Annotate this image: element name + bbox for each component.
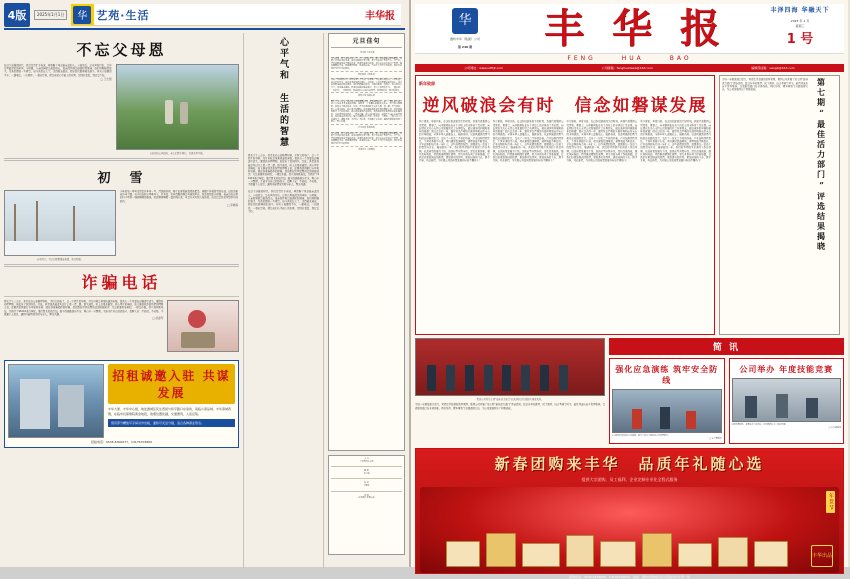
news-card-2-byline: □ 人力资源部 <box>828 427 841 430</box>
article-2-photo-caption: 初冬时节，雪后的原野银装素裹，格外静谧。 <box>37 258 83 261</box>
lead-article <box>415 75 715 335</box>
bottom-ad-subtitle: 提供大宗团购、员工福利、企业定制专业化全程式服务 <box>581 476 678 482</box>
left-page-body <box>4 33 405 568</box>
lead-col-3: 岁序更新，华章日新。在这辞旧迎新的美好时刻，我谨代表集团公司党委、董事会，向辛勤耕耘在各个岗位上的全体员工及家属，向长期以来关心支持公司发展的社会各界朋友，致以诚挚的问候和新年的祝福！回首过去的一年，面对复杂严峻的外部环境和前所未有的市场挑战，全体丰华人迎难而上、砥砺奋进，以逆风破浪的勇气和信念如磐的定力，交出了一份来之不易的答卷。产业结构持续优化，主营业务稳中有进，项目建设提速增效，管理效能不断提升，企业品牌影响力进一步扩大。这些成绩的取得，凝聚着每一位员工的智慧与汗水。展望新的一年，我们将坚持稳中求进的工作总基调，以高质量发展为主线，加快转型升级步伐，深化改革创新，强化风险防控，持续推进精细化管理，努力开创各项工作新局面。让我们以更加饱满的热情、更加务实的作风、更加昂扬的斗志，携手并肩，共赴新程，为实现公司高质量发展目标而不懈奋斗！ <box>566 120 638 163</box>
news-card-1-title: 强化应急演练 筑牢安全防线 <box>615 365 719 386</box>
quotes-box-title: 元旦佳句 <box>331 36 402 48</box>
lead-columns <box>419 120 711 162</box>
article-1-title: 不忘父母恩 <box>76 41 167 59</box>
gift-box-5 <box>600 541 636 567</box>
ad-building-photo <box>8 364 104 438</box>
contact-editor-email[interactable]: 编辑部信箱：swsgb@163.com <box>751 66 795 71</box>
article-3-title: 诈骗电话 <box>81 273 162 292</box>
page-number-badge: 4版 <box>4 3 30 27</box>
photo-story-text: 为进一步激发部门活力，营造比学赶超的浓厚氛围，集团公司开展了第七期“最佳活力部门”评选活动。经过各单位推荐、民主测评、综合考核等环节，最终评选出若干优秀集体。受表彰的部门在业务创新、团队协作、降本增效等方面表现突出，为公司发展作出了积极贡献。 <box>415 403 605 410</box>
article-3-photo-caption <box>167 353 239 356</box>
sidebar-feature <box>719 75 840 335</box>
pinyin-1: FENG <box>567 55 596 63</box>
gift-box-9 <box>754 541 788 567</box>
colophon-proof-label: 校 对 <box>364 482 369 485</box>
right-page <box>411 0 848 579</box>
article-3-body: 那天下午三点多，我正在办公室整理材料，手机突然响了，是一个陌生的号码。对方自称是某某快递的客服，说我有一个包裹在运输途中丢失，要给我办理理赔。他报出了我的姓名、住址，甚至连我最近买过什么都一清二楚，语气诚恳，听上去毫无破绽。我心里正犯嘀咕，他又催促我添加所谓的理赔专员，还要我提供银行卡号和验证码。就在我准备操作的时候，忽然想起社区民警讲过的防骗知识：凡是索要验证码的，一律是诈骗。我立刻挂断电话，并拨打了96110进行举报。事后想来仍然后怕，骗子的套路层出不穷，唯有多一分警惕，才能守住自己的钱袋子。提醒大家：不轻信、不转账、不泄露个人信息，遇到可疑情况及时与家人、警方沟通。 <box>4 300 164 316</box>
article-3-photo <box>167 300 239 352</box>
photo-story-image <box>415 338 605 396</box>
gift-box-2 <box>486 533 516 567</box>
divider-3 <box>4 296 239 297</box>
masthead-issue-label: 第 248 期 <box>457 44 473 49</box>
masthead-company: 潍坊丰华（集团）公司 <box>449 36 480 41</box>
paper-title: 丰 华 报 <box>544 4 727 52</box>
masthead-slogan: 丰泽四海 华融天下 <box>770 7 830 14</box>
article-2-byline: □ 李晓梅 <box>226 203 238 207</box>
masthead-issue-number: 1 号 <box>786 32 814 48</box>
article-2-title: 初 雪 <box>97 171 146 186</box>
essay-body-2: 在这个浮躁的时代，我们常常忙于奔波，却忽略了身边最亲近的人。父母的爱，是无声的付出，是岁月里最深沉的牵挂。小时候，父亲的肩膀是最高的山，母亲的怀抱是最温暖的港湾。他们用粗糙的双手，为我们撑起一片晴空。如今我们长大了，走得越来越远，回家的次数却越来越少。其实父母要的不多，一通电话，一次陪伴，一桌家常菜，便是他们心中最大的欢喜。常回家看看，别让爱等待。 <box>248 190 319 213</box>
quote-item-3: 春回大地 福满人间 <box>331 92 402 101</box>
colophon-editor-label: 编 辑 <box>364 470 369 473</box>
masthead-logo-icon: 华 <box>452 8 478 34</box>
article-1-body: 在这个浮躁的时代，我们常常忙于奔波，却忽略了身边最亲近的人。父母的爱，是无声的付出，是岁月里最深沉的牵挂。小时候，父亲的肩膀是最高的山，母亲的怀抱是最温暖的港湾。他们用粗糙的双手，为我们撑起一片晴空。如今我们长大了，走得越来越远，回家的次数却越来越少。其实父母要的不多，一通电话，一次陪伴，一桌家常菜，便是他们心中最大的欢喜。常回家看看，别让爱等待。 <box>4 64 112 77</box>
masthead-date: 2025 年 1 月 <box>790 19 810 24</box>
section-banner <box>71 4 401 26</box>
gift-box-8 <box>718 537 748 567</box>
left-column-essay <box>244 33 324 568</box>
section-title: 艺苑·生活 <box>96 8 150 22</box>
quotes-filler-2: 在这个浮躁的时代，我们常常忙于奔波，却忽略了身边最亲近的人。父母的爱，是无声的付出，是岁月里最深沉的牵挂。小时候，父亲的肩膀是最高的山，母亲的怀抱是最温暖的港湾。他们用粗糙的双手，为我们撑起一片晴空。如今我们长大了，走得越来越远，回家的次数却越来越少。其实父母要的不多，一通电话，一次陪伴，一桌家常菜，便是他们心中最大的欢喜。常回家看看，别让爱等待。 <box>331 79 402 92</box>
photo-story <box>415 338 605 443</box>
masthead-contact-bar <box>415 64 844 72</box>
gift-box-6 <box>642 533 672 567</box>
news-card-1-byline: □ 安全管理部 <box>708 438 722 441</box>
briefs-header: 简 讯 <box>609 338 844 355</box>
news-card-1-caption: 公司组织开展消防应急演练，提升全员安全意识和应急处置能力。 <box>612 435 671 438</box>
article-1-photo <box>116 64 239 150</box>
masthead-pinyin <box>415 54 844 64</box>
divider-1 <box>4 158 239 161</box>
article-3-byline: □ 赵建军 <box>152 317 164 321</box>
masthead-right <box>760 6 840 51</box>
quote-item-5: 风雨同舟 共创辉煌 <box>331 146 402 154</box>
quote-item-4: 岁月如歌 前程似锦 <box>331 124 402 133</box>
ad-phone: 招租电话：0536-8300977、13176703860 <box>90 440 153 444</box>
news-card-2-photo <box>732 378 842 422</box>
lead-col-4: 岁序更新，华章日新。在这辞旧迎新的美好时刻，我谨代表集团公司党委、董事会，向辛勤耕耘在各个岗位上的全体员工及家属，向长期以来关心支持公司发展的社会各界朋友，致以诚挚的问候和新年的祝福！回首过去的一年，面对复杂严峻的外部环境和前所未有的市场挑战，全体丰华人迎难而上、砥砺奋进，以逆风破浪的勇气和信念如磐的定力，交出了一份来之不易的答卷。产业结构持续优化，主营业务稳中有进，项目建设提速增效，管理效能不断提升，企业品牌影响力进一步扩大。这些成绩的取得，凝聚着每一位员工的智慧与汗水。展望新的一年，我们将坚持稳中求进的工作总基调，以高质量发展为主线，加快转型升级步伐，深化改革创新，强化风险防控，持续推进精细化管理，努力开创各项工作新局面。让我们以更加饱满的热情、更加务实的作风、更加昂扬的斗志，携手并肩，共赴新程，为实现公司高质量发展目标而不懈奋斗！ <box>640 120 711 163</box>
bottom-ad-stage <box>420 487 839 573</box>
quotes-box <box>328 33 405 451</box>
news-card-1[interactable] <box>609 358 725 443</box>
ad-text: 丰华大厦、丰华中心楼，地处潍城区民生西街与和平路口东南角，南临小商品城、丰华商城西侧，东临市妇保健院黄金地段，地理位置优越，交通便利，人流密集。 <box>108 407 232 416</box>
masthead-left <box>419 8 511 50</box>
vertical-banner: 年货节 <box>828 492 834 511</box>
colophon-main-value: 丰华集团办公室 <box>359 460 374 463</box>
colophon-print-value: 内部资料 免费交流 <box>358 497 375 500</box>
article-1-byline: □ 王志国 <box>100 77 112 81</box>
left-page-header <box>4 4 405 30</box>
divider-2 <box>4 264 239 267</box>
bottom-advertisement[interactable] <box>415 448 844 579</box>
news-card-2-caption: 技能竞赛现场，参赛选手全神贯注，展示精湛技艺与良好风貌。 <box>731 424 788 427</box>
colophon-editor-value: 刘志强 <box>363 472 370 475</box>
lead-headline: 逆风破浪会有时 信念如磐谋发展 <box>422 96 708 117</box>
ad-strip: 现有部分精装写字间对外出租，面积可灵活分割，适合各种商业形态。 <box>108 419 235 427</box>
brand-seal: 丰华出品 <box>811 545 833 567</box>
pinyin-2: HUA <box>621 55 644 63</box>
news-cards <box>609 338 844 443</box>
left-column-main <box>4 33 244 568</box>
company-logo-icon: 华 <box>73 6 91 24</box>
quotes-filler-3: 那天下午三点多，我正在办公室整理材料，手机突然响了，是一个陌生的号码。对方自称是某某快递的客服，说我有一个包裹在运输途中丢失，要给我办理理赔。他报出了我的姓名、住址，甚至连我最近买过什么都一清二楚，语气诚恳，听上去毫无破绽。我心里正犯嘀咕，他又催促我添加所谓的理赔专员，还要我提供银行卡号和验证码。就在我准备操作的时候，忽然想起社区民警讲过的防骗知识：凡是索要验证码的，一律是诈骗。我立刻挂断电话，并拨打了96110进行举报。事后想来仍然后怕，骗子的套路层出不穷，唯有多一分警惕，才能守住自己的钱袋子。提醒大家：不轻信、不转账、不泄露个人信息，遇到可疑情况及时与家人、警方沟通。 <box>331 100 402 124</box>
colophon-main-label: 主 办 <box>364 458 369 460</box>
news-card-2[interactable] <box>729 358 845 443</box>
article-2-body: 今年的第一场雪来得比往年早一些。清晨推开窗，整个世界都被温柔地覆盖。屋檐下挂着晶莹的冰凌，远处的树枝压弯了腰。孩子们在院子里堆雪人、打雪仗，笑声清脆得像是雪落的声音。我忽然想起小时候，母亲总在这样的日子里煮一锅热腾腾的姜汤，暖意顺着喉咙一直淌到心底。雪是冬天写给大地的信，而记忆是我们写给岁月的回音。 <box>120 190 238 203</box>
sidebar-feature-text: 为进一步激发部门活力，营造比学赶超的浓厚氛围，集团公司开展了第七期“最佳活力部门”评选活动。经过各单位推荐、民主测评、综合考核等环节，最终评选出若干优秀集体。受表彰的部门在业务创新、团队协作、降本增效等方面表现突出，为公司发展作出了积极贡献。 <box>722 78 808 92</box>
colophon-proof-value: 王晓东 <box>363 484 370 487</box>
colophon-box <box>328 455 405 555</box>
left-page <box>0 0 411 567</box>
gift-box-4 <box>566 535 594 567</box>
advertisement-block <box>4 360 239 448</box>
left-page-date: 2025年1月1日 <box>34 10 67 20</box>
masthead <box>415 4 844 54</box>
new-year-label: 新年致辞 <box>419 81 435 87</box>
vertical-essay-title: 心平气和 生活的智慧 <box>278 37 288 148</box>
lead-col-1: 岁序更新，华章日新。在这辞旧迎新的美好时刻，我谨代表集团公司党委、董事会，向辛勤耕耘在各个岗位上的全体员工及家属，向长期以来关心支持公司发展的社会各界朋友，致以诚挚的问候和新年的祝福！回首过去的一年，面对复杂严峻的外部环境和前所未有的市场挑战，全体丰华人迎难而上、砥砺奋进，以逆风破浪的勇气和信念如磐的定力，交出了一份来之不易的答卷。产业结构持续优化，主营业务稳中有进，项目建设提速增效，管理效能不断提升，企业品牌影响力进一步扩大。这些成绩的取得，凝聚着每一位员工的智慧与汗水。展望新的一年，我们将坚持稳中求进的工作总基调，以高质量发展为主线，加快转型升级步伐，深化改革创新，强化风险防控，持续推进精细化管理，努力开创各项工作新局面。让我们以更加饱满的热情、更加务实的作风、更加昂扬的斗志，携手并肩，共赴新程，为实现公司高质量发展目标而不懈奋斗！ <box>419 120 490 163</box>
photo-story-caption: 集团公司对第七期“最佳活力部门”获奖团队进行表彰并颁发奖牌。 <box>476 398 544 402</box>
center-boxed-column <box>324 33 405 568</box>
news-card-1-photo <box>612 389 722 433</box>
news-card-2-title: 公司举办 年度技能竞赛 <box>739 365 834 375</box>
quote-item-2: 辞旧迎新 共贺新禧 <box>331 71 402 80</box>
pinyin-3: BAO <box>669 55 692 63</box>
contact-email[interactable]: 公司邮箱：fenghuadesw@163.com <box>601 66 653 71</box>
contact-website[interactable]: 公司网址：www.sdfhjt.com <box>464 66 504 71</box>
bottom-ad-headline: 新春团购来丰华 品质年礼随心选 <box>494 454 765 473</box>
article-1-photo-caption: 在和谐的公园晨练，老人们携手同行，笑语欢声不断。 <box>149 152 205 155</box>
essay-body: 那天下午三点多，我正在办公室整理材料，手机突然响了，是一个陌生的号码。对方自称是某某快递的客服，说我有一个包裹在运输途中丢失，要给我办理理赔。他报出了我的姓名、住址，甚至连我最近买过什么都一清二楚，语气诚恳，听上去毫无破绽。我心里正犯嘀咕，他又催促我添加所谓的理赔专员，还要我提供银行卡号和验证码。就在我准备操作的时候，忽然想起社区民警讲过的防骗知识：凡是索要验证码的，一律是诈骗。我立刻挂断电话，并拨打了96110进行举报。事后想来仍然后怕，骗子的套路层出不穷，唯有多一分警惕，才能守住自己的钱袋子。提醒大家：不轻信、不转账、不泄露个人信息，遇到可疑情况及时与家人、警方沟通。 <box>248 154 319 187</box>
gift-box-3 <box>522 543 560 567</box>
quote-item-1: 一元复始 万象更新 <box>331 50 402 58</box>
gift-box-7 <box>678 543 712 567</box>
quotes-filler-4: 今年的第一场雪来得比往年早一些。清晨推开窗，整个世界都被温柔地覆盖。屋檐下挂着晶莹的冰凌，远处的树枝压弯了腰。孩子们在院子里堆雪人、打雪仗，笑声清脆得像是雪落的声音。我忽然想起小时候，母亲总在这样的日子里煮一锅热腾腾的姜汤，暖意顺着喉咙一直淌到心底。雪是冬天写给大地的信，而记忆是我们写给岁月的回音。 <box>331 132 402 146</box>
gift-box-1 <box>446 541 480 567</box>
article-2-photo <box>4 190 116 256</box>
colophon-print-label: 印 刷 <box>364 494 369 497</box>
lead-col-2: 岁序更新，华章日新。在这辞旧迎新的美好时刻，我谨代表集团公司党委、董事会，向辛勤耕耘在各个岗位上的全体员工及家属，向长期以来关心支持公司发展的社会各界朋友，致以诚挚的问候和新年的祝福！回首过去的一年，面对复杂严峻的外部环境和前所未有的市场挑战，全体丰华人迎难而上、砥砺奋进，以逆风破浪的勇气和信念如磐的定力，交出了一份来之不易的答卷。产业结构持续优化，主营业务稳中有进，项目建设提速增效，管理效能不断提升，企业品牌影响力进一步扩大。这些成绩的取得，凝聚着每一位员工的智慧与汗水。展望新的一年，我们将坚持稳中求进的工作总基调，以高质量发展为主线，加快转型升级步伐，深化改革创新，强化风险防控，持续推进精细化管理，努力开创各项工作新局面。让我们以更加饱满的热情、更加务实的作风、更加昂扬的斗志，携手并肩，共赴新程，为实现公司高质量发展目标而不懈奋斗！ <box>492 120 564 163</box>
sidebar-feature-title: 第七期“最佳活力部门”评选结果揭晓 <box>816 78 827 253</box>
masthead-weekday: 星期三 <box>795 24 805 29</box>
ad-title: 招租诚邀入驻 共谋发展 <box>108 364 235 404</box>
right-sidebar <box>719 75 840 335</box>
paper-name-left: 丰华报 <box>365 11 395 22</box>
bottom-ad-phone: 团购热线：0536-8228666 13105072602 地址：潍坊市潍城区民生西街丰华大厦一楼 <box>568 574 691 579</box>
quotes-filler-1: 今年的第一场雪来得比往年早一些。清晨推开窗，整个世界都被温柔地覆盖。屋檐下挂着晶莹的冰凌，远处的树枝压弯了腰。孩子们在院子里堆雪人、打雪仗，笑声清脆得像是雪落的声音。我忽然想起小时候，母亲总在这样的日子里煮一锅热腾腾的姜汤，暖意顺着喉咙一直淌到心底。雪是冬天写给大地的信，而记忆是我们写给岁月的回音。 <box>331 57 402 70</box>
